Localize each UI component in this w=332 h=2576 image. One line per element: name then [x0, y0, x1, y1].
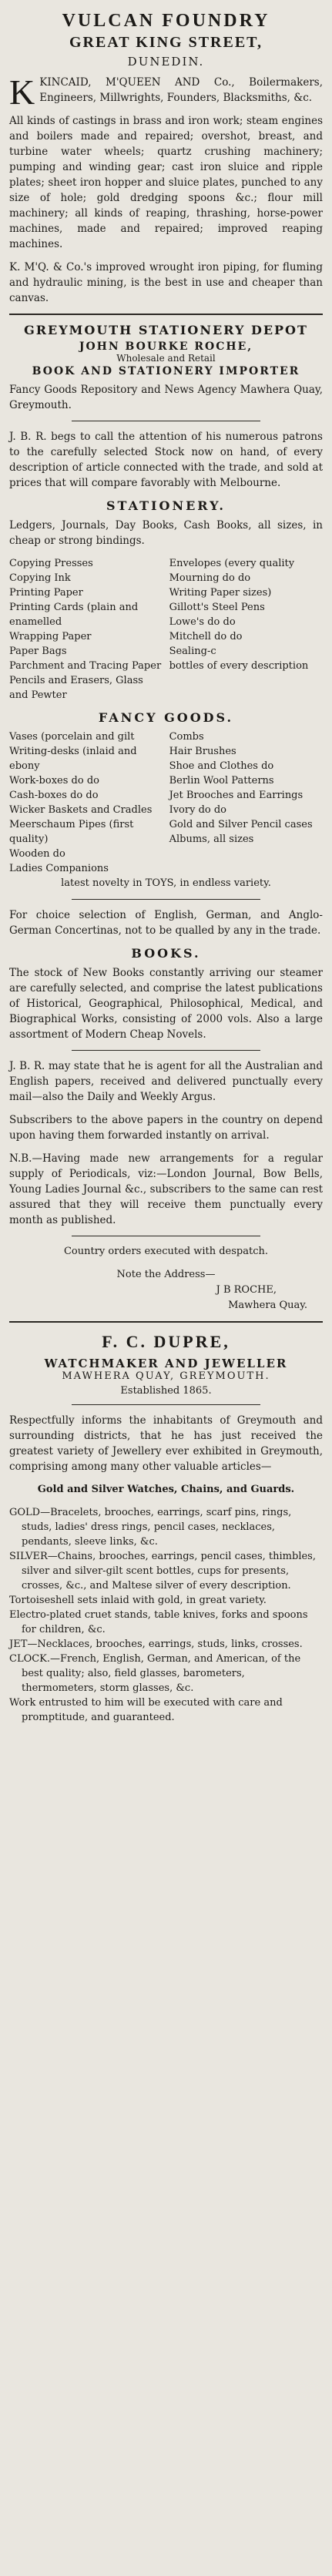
- stationery-columns: [9, 556, 323, 703]
- vulcan-city: DUNEDIN.: [127, 55, 205, 69]
- item: Printing Cards (plain and enamelled: [9, 602, 139, 628]
- item: Berlin Wool Patterns: [169, 775, 274, 787]
- item: Sealing-c: [169, 646, 216, 657]
- vulcan-title: VULCAN FOUNDRY: [62, 11, 270, 31]
- item: Copying Presses: [9, 558, 93, 569]
- item: Hair Brushes: [169, 746, 236, 757]
- divider-short: [72, 1050, 260, 1051]
- note-address: Note the Address—: [116, 1269, 216, 1280]
- item: Mourning do do: [169, 572, 251, 584]
- vulcan-foundry-ad: [9, 9, 323, 69]
- item: Work-boxes do do: [9, 775, 99, 787]
- item: bottles of every description: [169, 660, 309, 672]
- item: Parchment and Tracing Paper: [9, 660, 162, 672]
- dupre-item: SILVER—Chains, brooches, earrings, pencil cases, thimbles, silver and silver-gilt scent bottles, cups for presents, crosses, &c., and Maltese silver of every description.: [9, 1551, 316, 1592]
- dupre-item: Electro-plated cruet stands, table knives, forks and spoons for children, &c.: [9, 1609, 308, 1635]
- item: Writing-desks (inlaid and ebony: [9, 746, 137, 772]
- vulcan-intro: [9, 72, 323, 112]
- item: Mitchell do do: [169, 631, 243, 642]
- dupre-item: Tortoiseshell sets inlaid with gold, in great variety.: [9, 1595, 267, 1606]
- divider: [9, 314, 323, 315]
- owner-name: JOHN BOURKE ROCHE,: [79, 340, 253, 353]
- sign-place: Mawhera Quay.: [228, 1300, 307, 1311]
- item: Paper Bags: [9, 646, 67, 657]
- fancy-repository: Fancy Goods Repository and News Agency Mawhera Quay, Greymouth.: [9, 384, 323, 411]
- fancy-columns: [9, 730, 323, 876]
- item: Shoe and Clothes do: [169, 760, 274, 772]
- dupre-address: MAWHERA QUAY, GREYMOUTH.: [62, 1370, 270, 1382]
- fancy-goods-title: FANCY GOODS.: [98, 710, 234, 725]
- item: Albums, all sizes: [169, 834, 254, 845]
- stationery-notice: J. B. R. begs to call the attention of his numerous patrons to the carefully selected Stock now on hand, of every description of article connected with the trade, and sold at prices that will compare favorably with Melbourne.: [9, 431, 323, 489]
- divider-short: [72, 899, 260, 900]
- dupre-trade: WATCHMAKER AND JEWELLER: [44, 1357, 288, 1370]
- item: Wicker Baskets and Cradles: [9, 804, 153, 816]
- stationery-depot-header: [9, 323, 323, 377]
- divider: [9, 1321, 323, 1323]
- stationery-title: STATIONERY.: [106, 498, 226, 513]
- nb-para: N.B.—Having made new arrangements for a regular supply of Periodicals, viz:—London Journal, Bow Bells, Young Ladies Journal &c., subscribers to the same can rest assured that they will receive them punctually every month as published.: [9, 1152, 323, 1226]
- item: Jet Brooches and Earrings: [169, 790, 303, 801]
- stationery-left-col: [9, 556, 163, 703]
- item: Wooden do: [9, 848, 65, 860]
- dupre-intro: Respectfully informs the inhabitants of Greymouth and surrounding districts, that he has just received the greatest variety of Jewellery ever exhibited in Greymouth, comprising among many other valuable articles—: [9, 1414, 323, 1473]
- item: Copying Ink: [9, 572, 71, 584]
- books-para: The stock of New Books constantly arriving our steamer are carefully selected, and comprise the latest publications of Historical, Geographical, Philosophical, Medical, and Biographical Works, consisting of 2000 vols. Also a large assortment of Modern Cheap Novels.: [9, 967, 323, 1041]
- dupre-title: F. C. DUPRE,: [102, 1332, 230, 1351]
- books-title: BOOKS.: [131, 946, 201, 961]
- item: Gold and Silver Pencil cases: [169, 819, 313, 830]
- vulcan-castings: All kinds of castings in brass and iron work; steam engines and boilers made and repaired; overshot, breast, and turbine water wheels; quartz crushing machinery; pumping and winding gear; cast iron sluice and ripple plates; sheet iron hopper and sluice plates, punched to any size of hole; gold dredging spoons &c.; flour mill machinery; all kinds of reaping, thrashing, horse-power machines, made and repaired; improved reaping machines.: [9, 115, 323, 250]
- book-importer: BOOK AND STATIONERY IMPORTER: [32, 365, 300, 377]
- dupre-items: [9, 1505, 323, 1725]
- item: Pencils and Erasers, Glass and Pewter: [9, 675, 143, 701]
- fancy-left-col: [9, 730, 163, 876]
- item: Vases (porcelain and gilt: [9, 731, 135, 743]
- vulcan-intro-block: [9, 72, 323, 306]
- concertinas: For choice selection of English, German, and Anglo-German Concertinas, not to be qualled by any in the trade.: [9, 909, 323, 937]
- sign-name: J B ROCHE,: [216, 1284, 277, 1296]
- item: Meerschaum Pipes (first quality): [9, 819, 134, 845]
- dropcap-k: K: [9, 72, 35, 112]
- item: Combs: [169, 731, 204, 743]
- stationery-right-col: [169, 556, 323, 703]
- agent-para: J. B. R. may state that he is agent for all the Australian and English papers, received and delivered punctually every mail—also the Daily and Weekly Argus.: [9, 1060, 323, 1103]
- item: Envelopes (every quality: [169, 558, 295, 569]
- dupre-established: Established 1865.: [120, 1385, 212, 1397]
- item: Lowe's do do: [169, 616, 236, 628]
- item: Wrapping Paper: [9, 631, 92, 642]
- dupre-item: Work entrusted to him will be executed with care and promptitude, and guaranteed.: [9, 1697, 283, 1723]
- subscribers-para: Subscribers to the above papers in the country on depend upon having them forwarded instantly on arrival.: [9, 1114, 323, 1142]
- ledger-line: Ledgers, Journals, Day Books, Cash Books, all sizes, in cheap or strong bindings.: [9, 519, 323, 547]
- item: Ladies Companions: [9, 863, 109, 874]
- toys-line: latest novelty in TOYS, in endless variety.: [61, 877, 271, 889]
- gold-silver: Gold and Silver Watches, Chains, and Guards.: [37, 1484, 295, 1495]
- divider-short: [72, 1404, 260, 1405]
- dupre-item: CLOCK.—French, English, German, and American, of the best quality; also, field glasses, barometers, thermometers, storm glasses, &c.: [9, 1653, 301, 1694]
- vulcan-pipe: K. M'Q. & Co.'s improved wrought iron piping, for fluming and hydraulic mining, is the best in use and cheaper than canvas.: [9, 261, 323, 304]
- country-orders: Country orders executed with despatch.: [63, 1246, 269, 1257]
- item: Cash-boxes do do: [9, 790, 99, 801]
- dupre-item: JET—Necklaces, brooches, earrings, studs, links, crosses.: [9, 1639, 303, 1650]
- vulcan-street: GREAT KING STREET,: [69, 34, 263, 51]
- item: Printing Paper: [9, 587, 83, 599]
- dupre-header: [9, 1330, 323, 1397]
- vulcan-intro-text: KINCAID, M'QUEEN AND Co., Boilermakers, Engineers, Millwrights, Founders, Blacksmiths, &c.: [39, 76, 323, 104]
- depot-title: GREYMOUTH STATIONERY DEPOT: [24, 323, 308, 337]
- item: Ivory do do: [169, 804, 227, 816]
- item: Writing Paper sizes): [169, 587, 272, 599]
- dupre-item: GOLD—Bracelets, brooches, earrings, scarf pins, rings, studs, ladies' dress rings, pencil cases, necklaces, pendants, sleeve links, &c.: [9, 1507, 292, 1548]
- fancy-right-col: [169, 730, 323, 876]
- item: Gillott's Steel Pens: [169, 602, 265, 613]
- trade-type: Wholesale and Retail: [116, 353, 216, 364]
